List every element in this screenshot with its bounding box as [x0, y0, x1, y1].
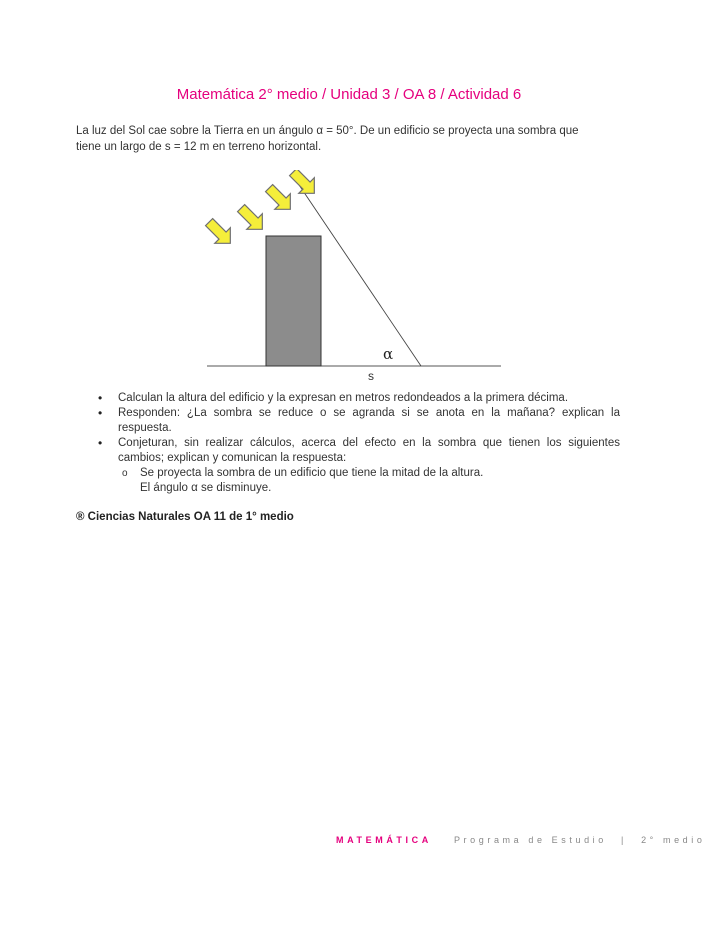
task-text-2: Responden: ¿La sombra se reduce o se agranda si se anota en la mañana? explican la respuesta. [118, 407, 620, 434]
intro-paragraph [76, 124, 616, 155]
intro-line-2: tiene un largo de s = 12 m en terreno horizontal. [76, 140, 322, 153]
sun-arrow-icon [233, 200, 270, 237]
page-title: Matemática 2° medio / Unidad 3 / OA 8 / Actividad 6 [176, 86, 522, 103]
shadow-diagram [195, 170, 515, 385]
sub-list-item [140, 481, 620, 496]
shadow-label: s [368, 369, 374, 383]
sun-arrow-icon [201, 214, 238, 251]
list-item [118, 406, 620, 436]
sub-item-text-2: El ángulo α se disminuye. [140, 482, 272, 494]
task-text-1: Calculan la altura del edificio y la expresan en metros redondeados a la primera décima. [118, 392, 569, 404]
page-footer [336, 835, 705, 845]
footer-brand: MATEMÁTICA [336, 835, 432, 845]
list-item [118, 436, 620, 496]
footer-program: Programa de Estudio [453, 835, 607, 845]
footer-separator: | [621, 835, 627, 845]
task-list [118, 391, 620, 496]
task-text-3: Conjeturan, sin realizar cálculos, acerca del efecto en la sombra que tienen los siguientes cambios; explican y comunican la respuesta: [118, 437, 620, 464]
intro-line-1: La luz del Sol cae sobre la Tierra en un ángulo α = 50°. De un edificio se proyecta una sombra que [76, 125, 579, 137]
footer-grade: 2° medio [641, 835, 706, 845]
sub-item-text-1: Se proyecta la sombra de un edificio que tiene la mitad de la altura. [140, 467, 484, 479]
sub-list-item [140, 466, 620, 481]
list-item [118, 391, 620, 406]
building [266, 236, 321, 366]
angle-label: α [383, 345, 394, 363]
sun-arrow-icon [261, 180, 298, 217]
section-heading: ® Ciencias Naturales OA 11 de 1° medio [76, 511, 294, 523]
sub-list [118, 466, 620, 496]
